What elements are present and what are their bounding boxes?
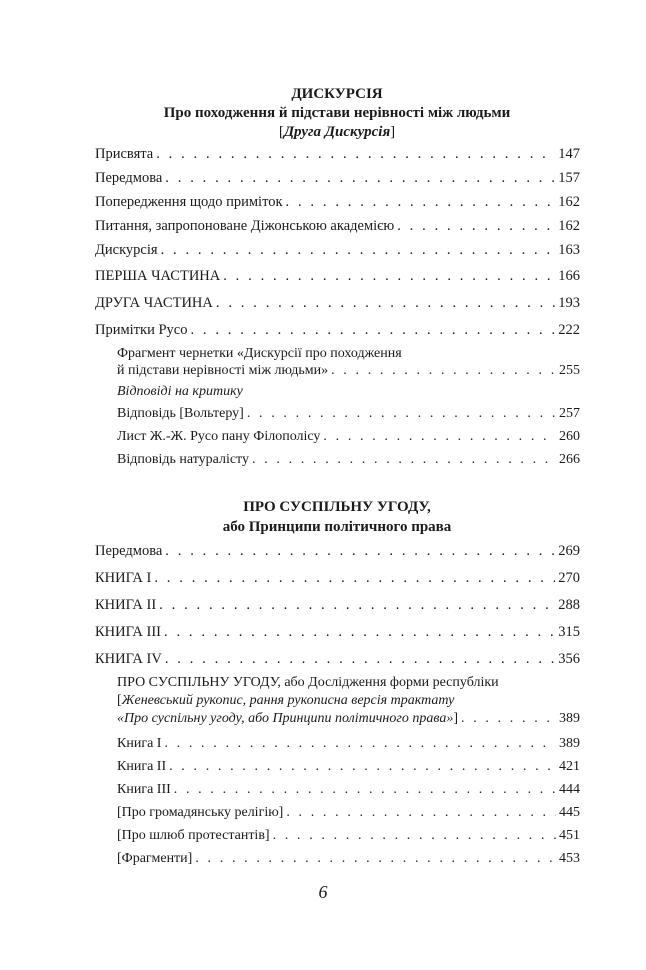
toc-entry-page: 193 — [558, 295, 580, 311]
toc-entry-label: [Про громадянську релігію] — [117, 805, 284, 820]
section-subtitle: Про походження й підстави нерівності між людьми — [163, 105, 511, 121]
toc-entry-label: [Про шлюб протестантів] — [117, 828, 270, 843]
toc-entry — [95, 146, 580, 163]
toc-entry-page: 389 — [559, 736, 580, 751]
toc-entry-label: Книга III — [117, 782, 171, 797]
toc-entry — [95, 624, 580, 641]
toc-entry-label: Книга І — [117, 736, 162, 751]
toc-entry — [117, 451, 580, 468]
toc-entry-page: 288 — [558, 597, 580, 613]
toc-entry — [95, 194, 580, 211]
toc-entry-label: Книга II — [117, 759, 167, 774]
toc-entry — [117, 827, 580, 844]
toc-entry-label: ПЕРША ЧАСТИНА — [95, 268, 221, 284]
toc-entry — [95, 597, 580, 614]
section-note: [Друга Дискурсія] — [278, 124, 396, 140]
toc-entry — [95, 570, 580, 587]
toc-geneva-line: [Женевський рукопис, рання рукописна версія трактату — [117, 693, 455, 708]
toc-entry-label: Попередження щодо приміток — [95, 194, 283, 210]
toc-entry — [95, 170, 580, 187]
toc-entry-page: 222 — [558, 322, 580, 338]
section-title: ДИСКУРСІЯ — [291, 86, 383, 102]
toc-entry — [117, 735, 580, 752]
toc-entry-page: 255 — [559, 363, 580, 378]
toc-entry-label: [Фрагменти] — [117, 851, 193, 866]
toc-entry-page: 389 — [559, 711, 580, 726]
toc-entry — [117, 428, 580, 445]
toc-entry-label: Відповідь [Вольтеру] — [117, 406, 244, 421]
toc-entry-page: 315 — [558, 624, 580, 640]
toc-entry-page: 444 — [559, 782, 580, 797]
toc-entry-page: 356 — [558, 651, 580, 667]
toc-entry-label: Присвята — [95, 146, 154, 162]
toc-subheading: Відповіді на критику — [117, 384, 243, 399]
toc-entry-label: КНИГА II — [95, 597, 157, 613]
toc-entry-label: КНИГА І — [95, 570, 152, 586]
toc-entry-label: Лист Ж.-Ж. Русо пану Філополісу — [117, 429, 321, 444]
toc-entry — [95, 651, 580, 668]
toc-entry-label: Передмова — [95, 543, 163, 559]
toc-entry — [117, 781, 580, 798]
toc-entry-label: КНИГА III — [95, 624, 162, 640]
toc-entry — [117, 804, 580, 821]
toc-entry — [117, 850, 580, 867]
section-note-text: Друга Дискурсія — [283, 124, 391, 140]
toc-entry-label: КНИГА IV — [95, 651, 162, 667]
toc-entry-page: 162 — [558, 194, 580, 210]
page-number: 6 — [318, 882, 328, 902]
toc-entry-page: 445 — [559, 805, 580, 820]
toc-entry-label: Примітки Русо — [95, 322, 188, 338]
toc-entry — [117, 710, 580, 727]
toc-entry-label: Дискурсія — [95, 242, 158, 258]
toc-entry — [117, 758, 580, 775]
toc-entry-label: Питання, запропоноване Діжонською академією — [95, 218, 395, 234]
toc-entry-page: 162 — [558, 218, 580, 234]
toc-entry-label: Відповідь натуралісту — [117, 452, 249, 467]
toc-entry-page: 451 — [559, 828, 580, 843]
toc-entry-page: 257 — [559, 406, 580, 421]
toc-entry-page: 270 — [558, 570, 580, 586]
section-title: ПРО СУСПІЛЬНУ УГОДУ, — [243, 499, 431, 515]
toc-entry — [95, 543, 580, 560]
toc-entry-page: 163 — [558, 242, 580, 258]
toc-entry-label: ДРУГА ЧАСТИНА — [95, 295, 213, 311]
toc-fragment-line: Фрагмент чернетки «Дискурсії про походження — [117, 346, 402, 361]
toc-entry — [95, 242, 580, 259]
toc-entry — [95, 218, 580, 235]
toc-entry-label: Передмова — [95, 170, 163, 186]
toc-entry — [117, 362, 580, 379]
toc-entry-page: 453 — [559, 851, 580, 866]
toc-entry-page: 147 — [558, 146, 580, 162]
toc-entry-label: «Про суспільну угоду, або Принципи політичного права»] — [117, 711, 458, 726]
toc-entry-page: 269 — [558, 543, 580, 559]
toc-entry-page: 260 — [559, 429, 580, 444]
toc-entry — [117, 405, 580, 422]
toc-entry-page: 166 — [558, 268, 580, 284]
toc-entry — [95, 268, 580, 285]
toc-entry — [95, 322, 580, 339]
toc-entry-page: 157 — [558, 170, 580, 186]
toc-entry-page: 266 — [559, 452, 580, 467]
section-subtitle: або Принципи політичного права — [222, 519, 452, 535]
toc-geneva-line: ПРО СУСПІЛЬНУ УГОДУ, або Дослідження форми республіки — [117, 675, 499, 690]
toc-entry — [95, 295, 580, 312]
toc-entry-page: 421 — [559, 759, 580, 774]
toc-entry-label: й підстави нерівності між людьми» — [117, 363, 329, 378]
